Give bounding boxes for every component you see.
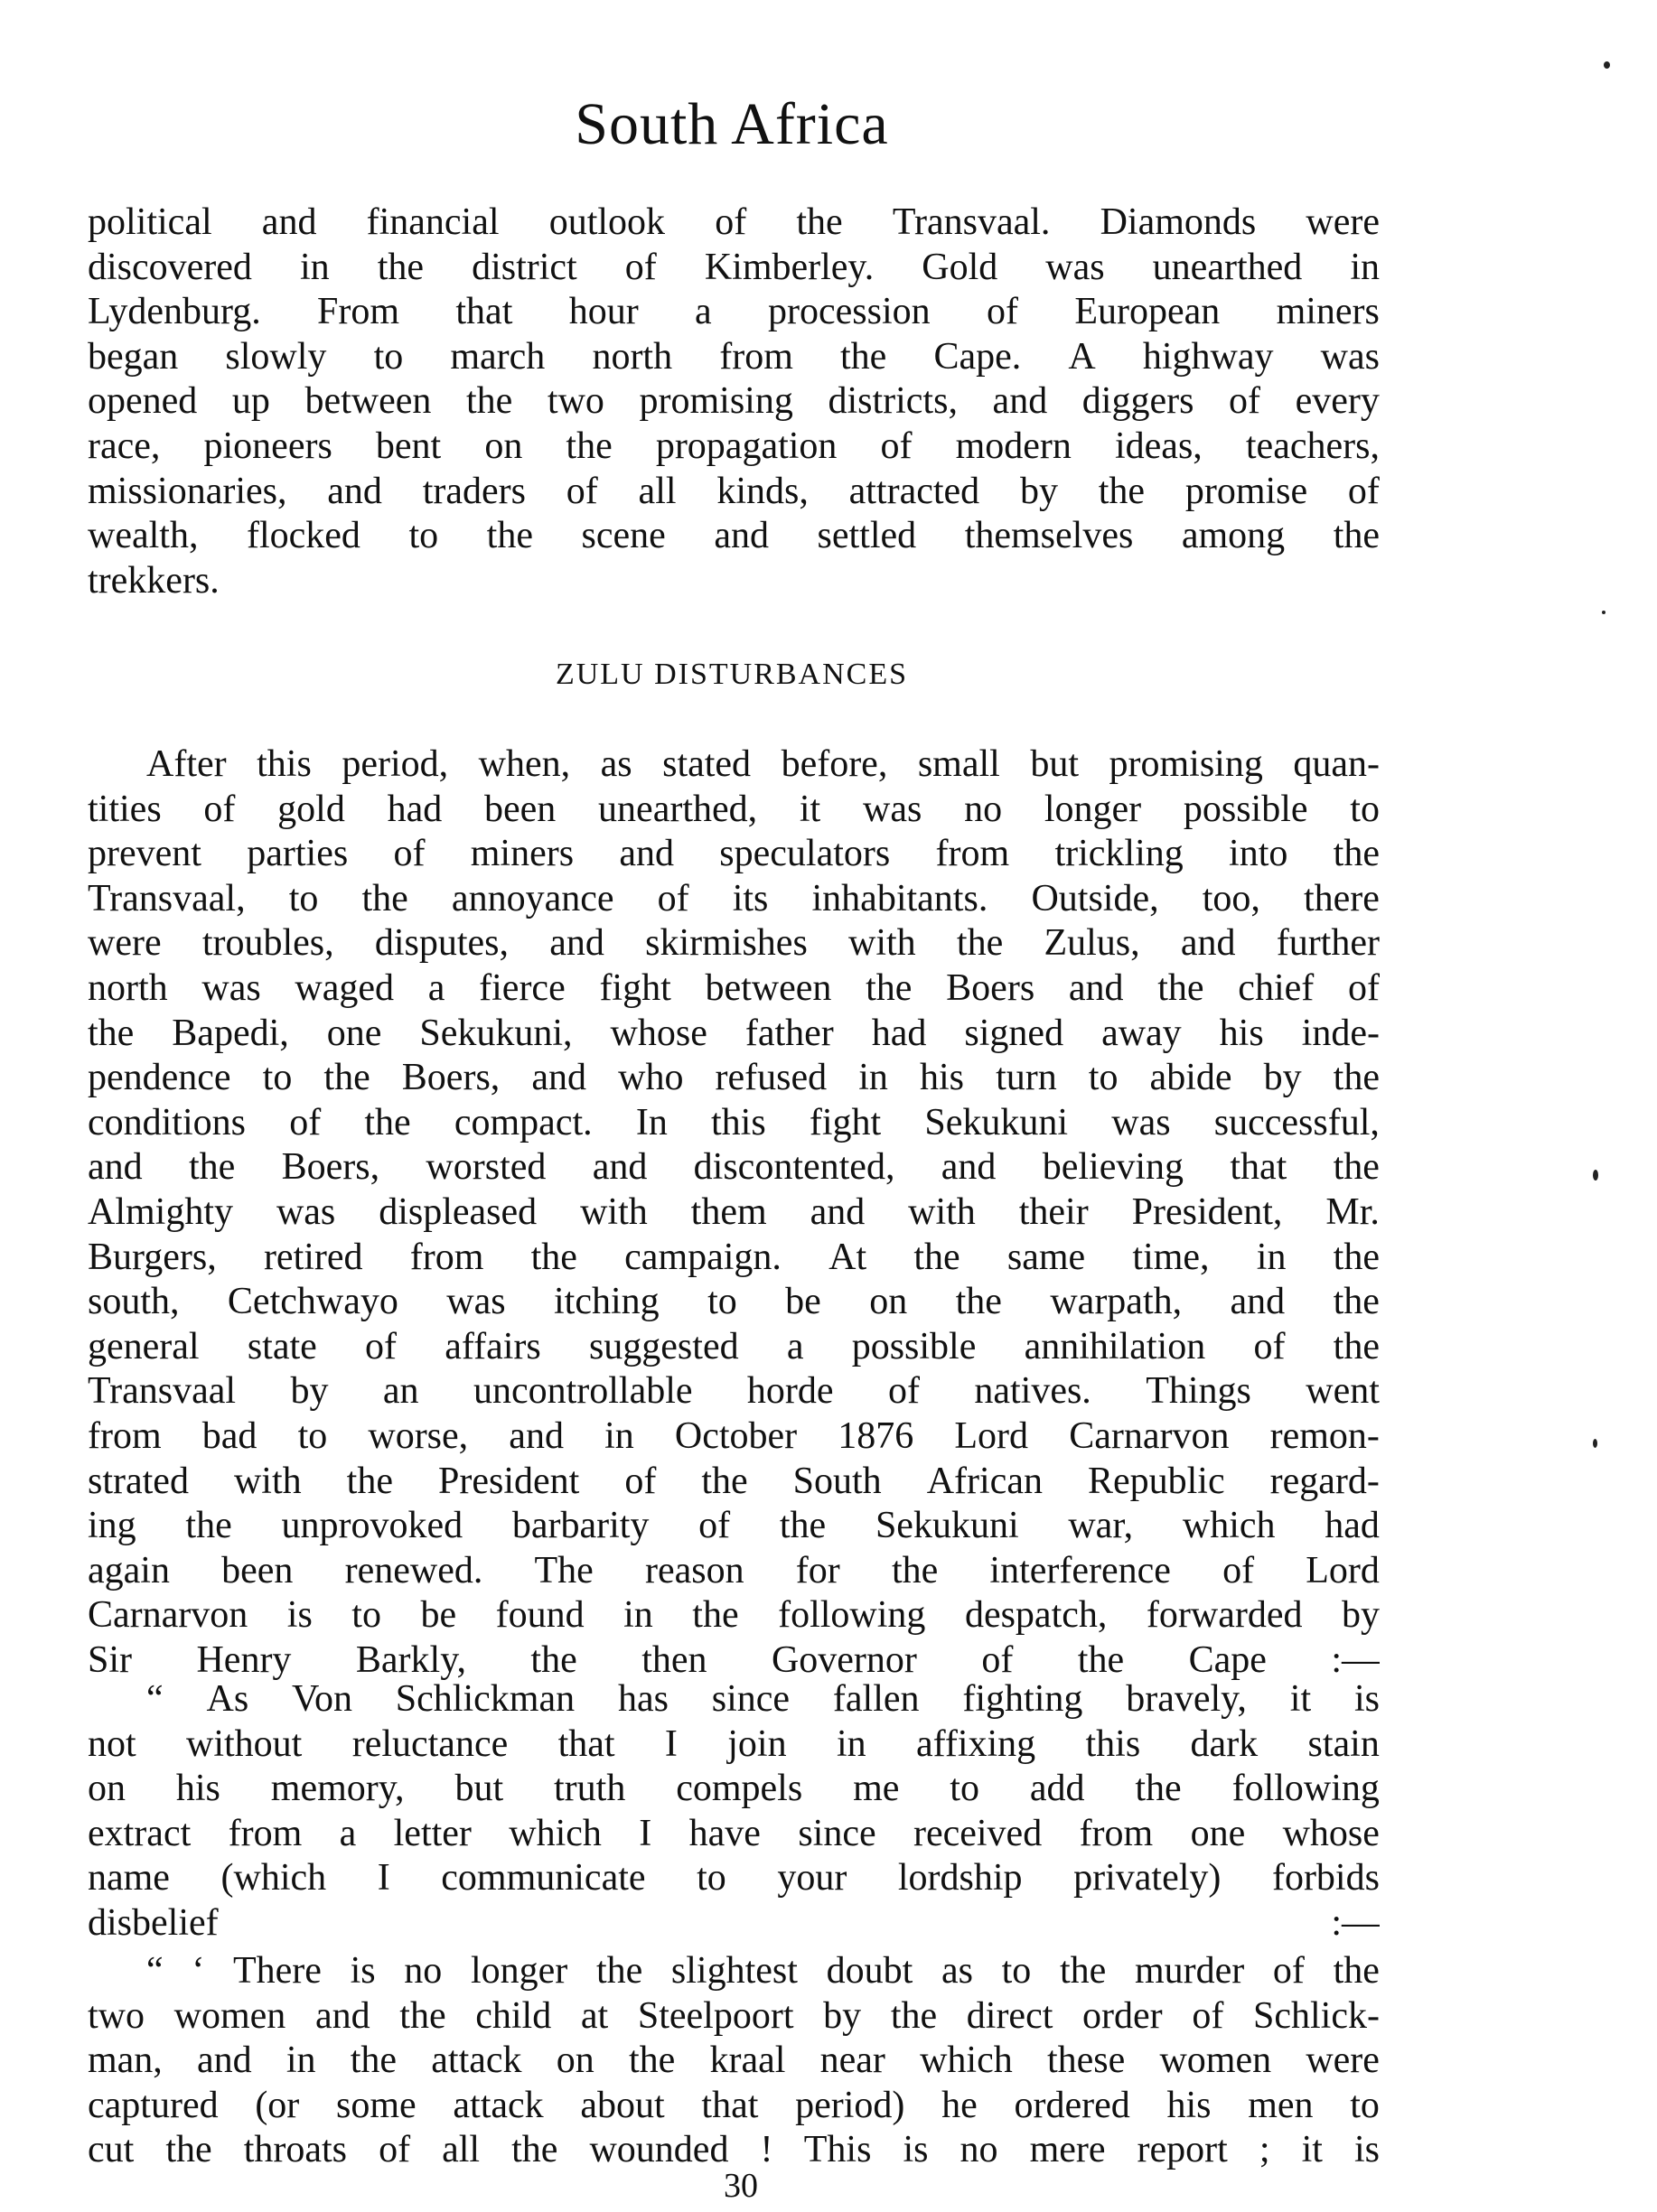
- text-line: Transvaal, to the annoyance of its inhabitants. Outside, too, there: [88, 877, 1380, 919]
- section-heading: ZULU DISTURBANCES: [555, 658, 909, 691]
- text-line: disbelief :—: [88, 1901, 1380, 1944]
- text-line: name (which I communicate to your lordship privately) forbids: [88, 1857, 1380, 1899]
- text-line: the Bapedi, one Sekukuni, whose father had signed away his inde-: [88, 1012, 1380, 1054]
- text-line: tities of gold had been unearthed, it was no longer possible to: [88, 788, 1380, 830]
- text-line: Lydenburg. From that hour a procession of European miners: [88, 291, 1380, 333]
- scan-speck: [1593, 1170, 1598, 1181]
- text-line: wealth, flocked to the scene and settled themselves among the: [88, 515, 1380, 557]
- text-line: began slowly to march north from the Cape. A highway was: [88, 335, 1380, 378]
- paragraph-2: [88, 742, 1380, 1683]
- text-line: captured (or some attack about that period) he ordered his men to: [88, 2084, 1380, 2126]
- text-line: on his memory, but truth compels me to add the following: [88, 1768, 1380, 1810]
- paragraph-4-quotation: [88, 1949, 1380, 2173]
- text-line: pendence to the Boers, and who refused in his turn to abide by the: [88, 1057, 1380, 1099]
- text-line: opened up between the two promising districts, and diggers of every: [88, 380, 1380, 423]
- running-head: South Africa: [575, 91, 889, 157]
- text-line: Sir Henry Barkly, the then Governor of the Cape :—: [88, 1638, 1380, 1681]
- text-line: Almighty was displeased with them and with their President, Mr.: [88, 1190, 1380, 1233]
- scan-speck: [1604, 61, 1610, 69]
- scan-speck: [1593, 1439, 1597, 1448]
- text-line: not without reluctance that I join in affixing this dark stain: [88, 1722, 1380, 1765]
- text-line: “ ‘ There is no longer the slightest doubt as to the murder of the: [146, 1950, 1380, 1992]
- text-line: north was waged a fierce fight between the Boers and the chief of: [88, 966, 1380, 1009]
- text-line: Carnarvon is to be found in the following despatch, forwarded by: [88, 1594, 1380, 1637]
- text-line: cut the throats of all the wounded ! This is no mere report ; it is: [88, 2129, 1380, 2171]
- text-line: missionaries, and traders of all kinds, attracted by the promise of: [88, 470, 1380, 512]
- text-line: south, Cetchwayo was itching to be on the warpath, and the: [88, 1281, 1380, 1323]
- text-line: race, pioneers bent on the propagation of modern ideas, teachers,: [88, 425, 1380, 467]
- text-line: Burgers, retired from the campaign. At the same time, in the: [88, 1236, 1380, 1278]
- text-line: prevent parties of miners and speculators from trickling into the: [88, 833, 1380, 875]
- text-line: again been renewed. The reason for the interference of Lord: [88, 1549, 1380, 1591]
- text-line: man, and in the attack on the kraal near which these women were: [88, 2039, 1380, 2082]
- text-line: were troubles, disputes, and skirmishes with the Zulus, and further: [88, 922, 1380, 965]
- text-line: trekkers.: [88, 559, 220, 602]
- text-line: political and financial outlook of the Transvaal. Diamonds were: [88, 201, 1380, 243]
- text-line: Transvaal by an uncontrollable horde of natives. Things went: [88, 1370, 1380, 1413]
- text-line: ing the unprovoked barbarity of the Sekukuni war, which had: [88, 1505, 1380, 1547]
- text-line: two women and the child at Steelpoort by the direct order of Schlick-: [88, 1994, 1380, 2037]
- paragraph-1: [88, 201, 1380, 603]
- text-line: strated with the President of the South African Republic regard-: [88, 1460, 1380, 1502]
- text-line: conditions of the compact. In this fight Sekukuni was successful,: [88, 1101, 1380, 1143]
- text-line: discovered in the district of Kimberley. Gold was unearthed in: [88, 246, 1380, 288]
- text-line: general state of affairs suggested a possible annihilation of the: [88, 1325, 1380, 1367]
- scan-speck: [1602, 611, 1606, 614]
- text-line: After this period, when, as stated before, small but promising quan-: [146, 743, 1380, 785]
- paragraph-3-quotation: [88, 1677, 1380, 1946]
- text-line: “ As Von Schlickman has since fallen fighting bravely, it is: [146, 1678, 1380, 1720]
- text-line: extract from a letter which I have since received from one whose: [88, 1812, 1380, 1854]
- page-number: 30: [724, 2167, 758, 2205]
- text-line: and the Boers, worsted and discontented, and believing that the: [88, 1146, 1380, 1189]
- text-line: from bad to worse, and in October 1876 Lord Carnarvon remon-: [88, 1414, 1380, 1457]
